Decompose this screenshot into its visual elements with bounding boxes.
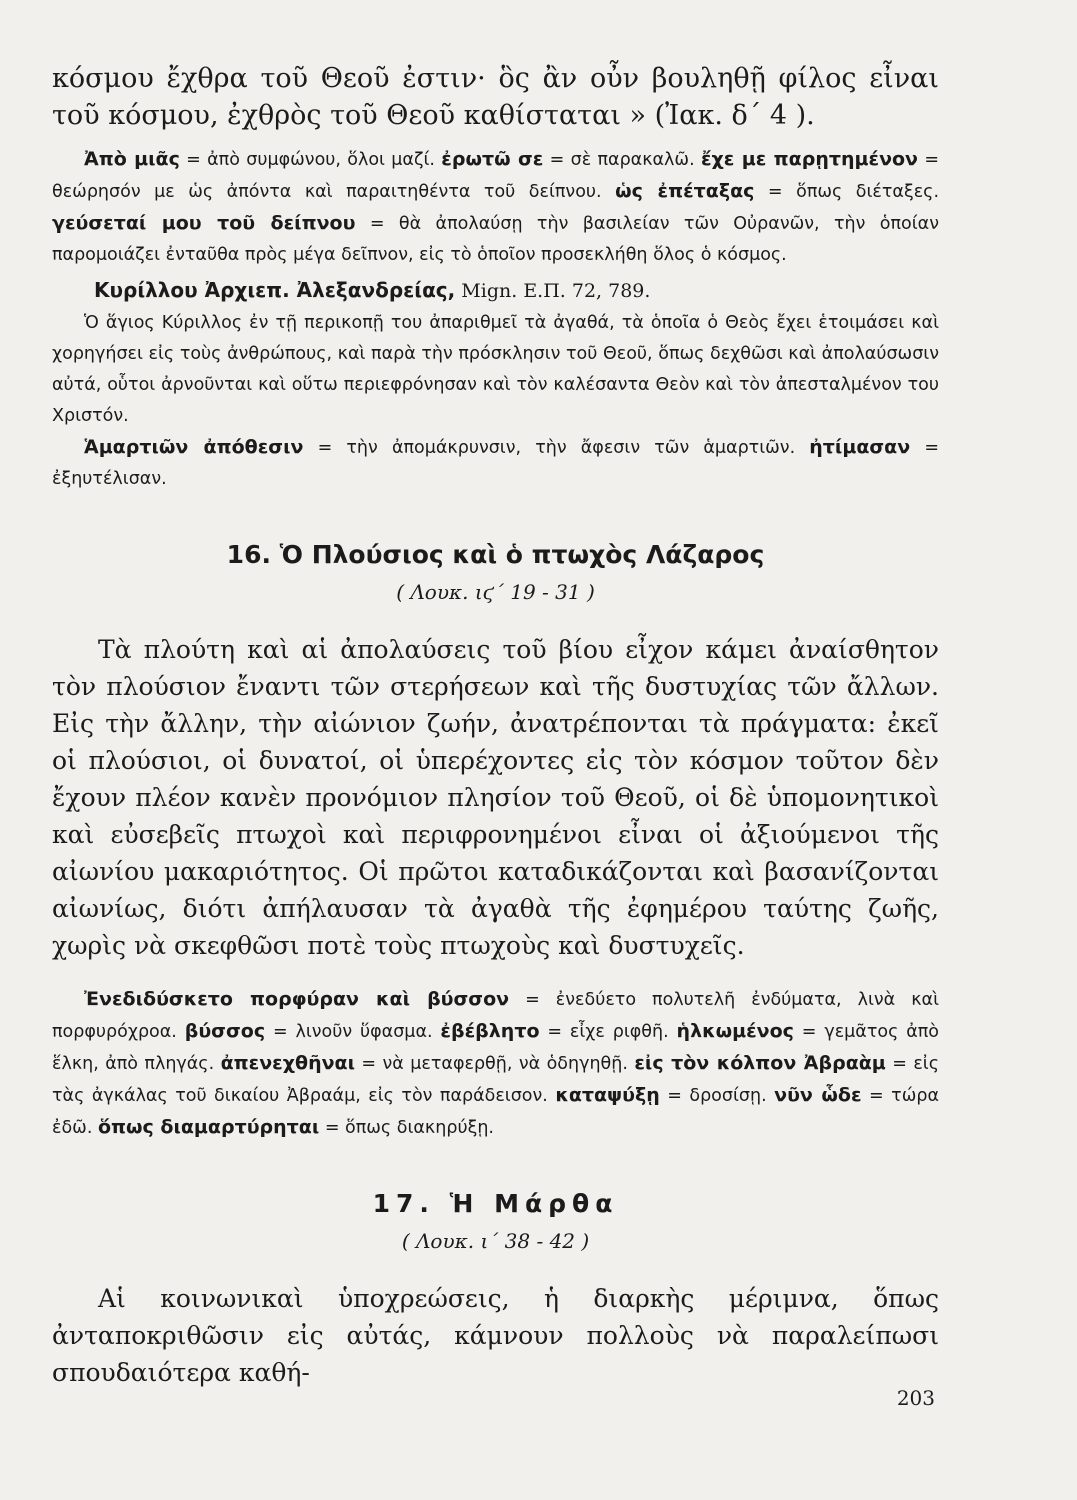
glossary-term: γεύσεταί μου τοῦ δείπνου bbox=[52, 212, 356, 234]
glossary-definition: = λινοῦν ὕφασμα. bbox=[265, 1022, 441, 1042]
commentary-note: Ὁ ἅγιος Κύριλλος ἐν τῇ περικοπῇ του ἀπαριθμεῖ τὰ ἀγαθά, τὰ ὁποῖα ὁ Θεὸς ἔχει ἑτοιμάσει καὶ χορηγήσει εἰς τοὺς ἀνθρώπους, καὶ παρὰ τὴν πρόσκλησιν τοῦ Θεοῦ, ὅπως δεχθῶσι καὶ ἀπολαύσωσιν αὐτά, οὗτοι ἀρνοῦνται καὶ οὕτω περιεφρόνησαν καὶ τὸν καλέσαντα Θεὸν καὶ τὸν ἀπεσταλμένον του Χριστόν. bbox=[52, 313, 939, 426]
glossary-term: ὡς ἐπέταξας bbox=[615, 180, 755, 202]
glossary-definition: = θεώρησόν με ὡς ἀπόντα καὶ παραιτηθέντα τοῦ δείπνου. bbox=[52, 150, 939, 202]
glossary-term: ἠτίμασαν bbox=[809, 436, 911, 458]
glossary-definition: = δροσίσῃ. bbox=[659, 1086, 775, 1106]
section-16-body: Τὰ πλούτη καὶ αἱ ἀπολαύσεις τοῦ βίου εἶχον κάμει ἀναίσθητον τὸν πλούσιον ἔναντι τῶν στερήσεων καὶ τῆς δυστυχίας τῶν ἄλλων. Εἰς τὴν ἄλλην, τὴν αἰώνιον ζωήν, ἀνατρέπονται τὰ πράγματα: ἐκεῖ οἱ πλούσιοι, οἱ δυνατοί, οἱ ὑπερέχοντες εἰς τὸν κόσμον τοῦτον δὲν ἔχουν πλέον κανὲν προνόμιον πλησίον τοῦ Θεοῦ, οἱ δὲ ὑπομονητικοὶ καὶ εὐσεβεῖς πτωχοὶ καὶ περιφρονημένοι εἶναι οἱ ἀξιούμενοι τῆς αἰωνίου μακαριότητος. Οἱ πρῶτοι καταδικάζονται καὶ βασανίζονται αἰωνίως, διότι ἀπήλαυσαν τὰ ἀγαθὰ τῆς ἐφημέρου ταύτης ζωῆς, χωρὶς νὰ σκεφθῶσι ποτὲ τοὺς πτωχοὺς καὶ δυστυχεῖς. bbox=[52, 635, 939, 960]
continued-quote: κόσμου ἔχθρα τοῦ Θεοῦ ἐστιν· ὃς ἂν οὖν βουληθῇ φίλος εἶναι τοῦ κόσμου, ἐχθρὸς τοῦ Θεοῦ καθίσταται » (Ἰακ. δ΄ 4 ). bbox=[52, 63, 939, 131]
section-16-title: 16. Ὁ Πλούσιος καὶ ὁ πτωχὸς Λάζαρος bbox=[226, 540, 765, 569]
glossary-term: ἐρωτῶ σε bbox=[441, 148, 544, 170]
glossary-definition: = ὅπως διακηρύξῃ. bbox=[319, 1118, 494, 1138]
glossary-term: Ἀπὸ μιᾶς bbox=[84, 148, 180, 170]
glossary-definition: = τώρα ἐδῶ. bbox=[52, 1086, 939, 1138]
glossary-term: νῦν ὧδε bbox=[774, 1084, 862, 1106]
section-17-reference: ( Λουκ. ι΄ 38 - 42 ) bbox=[401, 1229, 590, 1253]
glossary-term: ἐβέβλητο bbox=[440, 1020, 540, 1042]
citation-author: Κυρίλλου Ἀρχιεπ. Ἀλεξανδρείας, bbox=[94, 278, 456, 302]
glossary-term: ἔχε με παρῃτημένον bbox=[700, 148, 919, 170]
glossary-note-2 bbox=[52, 432, 939, 495]
glossary-term: Ἐνεδιδύσκετο πορφύραν καὶ βύσσον bbox=[84, 988, 510, 1010]
glossary-term: βύσσος bbox=[184, 1020, 266, 1042]
citation bbox=[94, 273, 939, 308]
glossary-definition: = εἰς τὰς ἀγκάλας τοῦ δικαίου Ἀβραάμ, εἰς τὸν παράδεισον. bbox=[52, 1054, 939, 1106]
section-16-glossary bbox=[52, 984, 939, 1144]
section-16-reference: ( Λουκ. ιϛ΄ 19 - 31 ) bbox=[396, 580, 595, 604]
glossary-term: εἰς τὸν κόλπον Ἀβραὰμ bbox=[634, 1052, 886, 1074]
glossary-definition: = τὴν ἀπομάκρυνσιν, τὴν ἄφεσιν τῶν ἁμαρτιῶν. bbox=[303, 438, 810, 458]
glossary-definition: = θὰ ἀπολαύσῃ τὴν βασιλείαν τῶν Οὐρανῶν, τὴν ὁποίαν παρομοιάζει ἐνταῦθα πρὸς μέγα δεῖπνον, εἰς τὸ ὁποῖον προσεκλήθη ὅλος ὁ κόσμος. bbox=[52, 214, 939, 265]
page-number: 203 bbox=[896, 1386, 935, 1410]
glossary-term: Ἁμαρτιῶν ἀπόθεσιν bbox=[84, 436, 304, 458]
glossary-definition: = ἀπὸ συμφώνου, ὅλοι μαζί. bbox=[179, 150, 442, 170]
glossary-definition: = σὲ παρακαλῶ. bbox=[543, 150, 701, 170]
glossary-definition: = ὅπως διέταξες. bbox=[754, 182, 940, 202]
section-17-body: Αἱ κοινωνικαὶ ὑποχρεώσεις, ἡ διαρκὴς μέριμνα, ὅπως ἀνταποκριθῶσιν εἰς αὐτάς, κάμνουν πολλοὺς νὰ παραλείπωσι σπουδαιότερα καθή- bbox=[52, 1284, 939, 1387]
glossary-term: ἡλκωμένος bbox=[676, 1020, 794, 1042]
glossary-definition: = ἐνεδύετο πολυτελῆ ἐνδύματα, λινὰ καὶ πορφυρόχροα. bbox=[52, 990, 939, 1042]
section-17-title: 17. Ἡ Μάρθα bbox=[372, 1189, 619, 1218]
glossary-definition: = εἶχε ριφθῆ. bbox=[539, 1022, 677, 1042]
glossary-definition: = γεμᾶτος ἀπὸ ἕλκη, ἀπὸ πληγάς. bbox=[52, 1022, 939, 1074]
citation-ref: Mign. Ε.Π. 72, 789. bbox=[455, 280, 651, 302]
glossary-term: καταψύξῃ bbox=[555, 1084, 660, 1106]
glossary-definition: = νὰ μεταφερθῇ, νὰ ὁδηγηθῇ. bbox=[355, 1054, 635, 1074]
glossary-definition: = ἐξηυτέλισαν. bbox=[52, 438, 939, 489]
glossary-term: ἀπενεχθῆναι bbox=[220, 1052, 355, 1074]
glossary-note-1 bbox=[52, 144, 939, 271]
glossary-term: ὅπως διαμαρτύρηται bbox=[97, 1116, 320, 1138]
